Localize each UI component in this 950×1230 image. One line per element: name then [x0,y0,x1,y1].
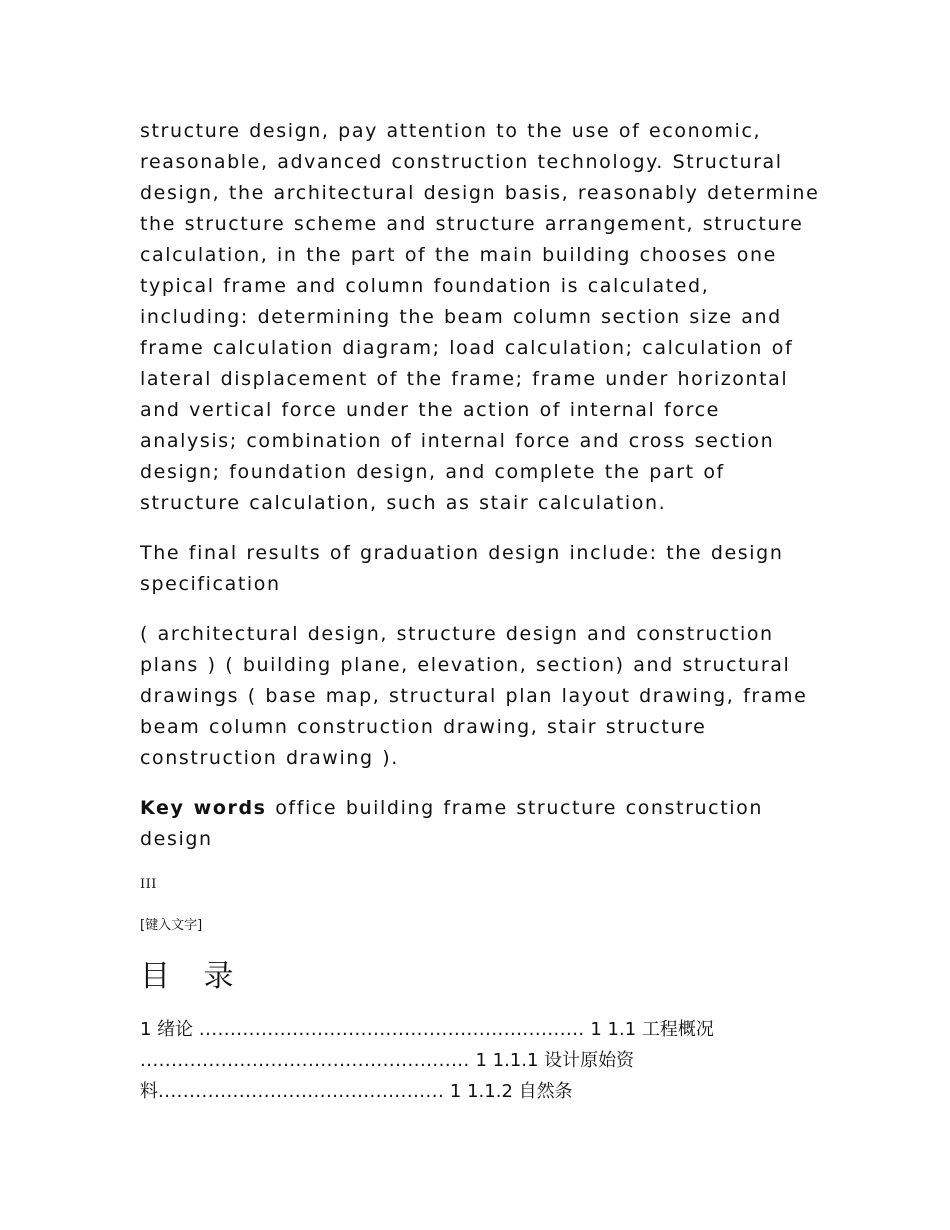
toc-leader-dots: ..................................................... [140,1050,470,1071]
toc-leader-dots: .............................................. [158,1081,445,1102]
keywords-label: Key words [140,797,267,819]
abstract-paragraph-2: The final results of graduation design include: the design specification [140,542,784,595]
abstract-paragraph-3: ( architectural design, structure design and construction plans ) ( building plane, elevation, section) and structural drawings ( base map, structural plan layout drawing, frame beam column construction drawing, stair structure construction drawing ). [140,623,808,769]
toc-line-tail: 1 1.1 工程概况 [584,1019,714,1040]
abstract-paragraph-1: structure design, pay attention to the use of economic, reasonable, advanced construction technology. Structural design, the architectural design basis, reasonably determine the structure scheme and structure arrangement, structure calculation, in the part of the main building chooses one typical frame and column foundation is calculated, including: determining the beam column section size and frame calculation diagram; load calculation; calculation of lateral displacement of the frame; frame under horizontal and vertical force under the action of internal force analysis; combination of internal force and cross section design; foundation design, and complete the part of structure calculation, such as stair calculation. [140,120,820,514]
toc-leader-dots: .............................................................. [198,1019,585,1040]
toc-line[interactable] [140,1045,820,1076]
toc-line[interactable] [140,1076,820,1107]
toc-line[interactable] [140,1014,820,1045]
document-page [140,116,820,1107]
toc-line-lead: 1 绪论 [140,1019,199,1040]
toc-line-tail: 1 1.1.1 设计原始资 [469,1050,635,1071]
keywords-paragraph [140,793,820,855]
header-placeholder: [键入文字] [140,918,203,933]
toc-line-lead: 料 [140,1081,158,1102]
toc-line-tail: 1 1.1.2 自然条 [444,1081,573,1102]
toc-title: 目 录 [140,959,246,994]
page-number: III [140,877,157,892]
table-of-contents [140,1014,820,1107]
keywords-text: office building frame structure construction design [140,797,764,850]
